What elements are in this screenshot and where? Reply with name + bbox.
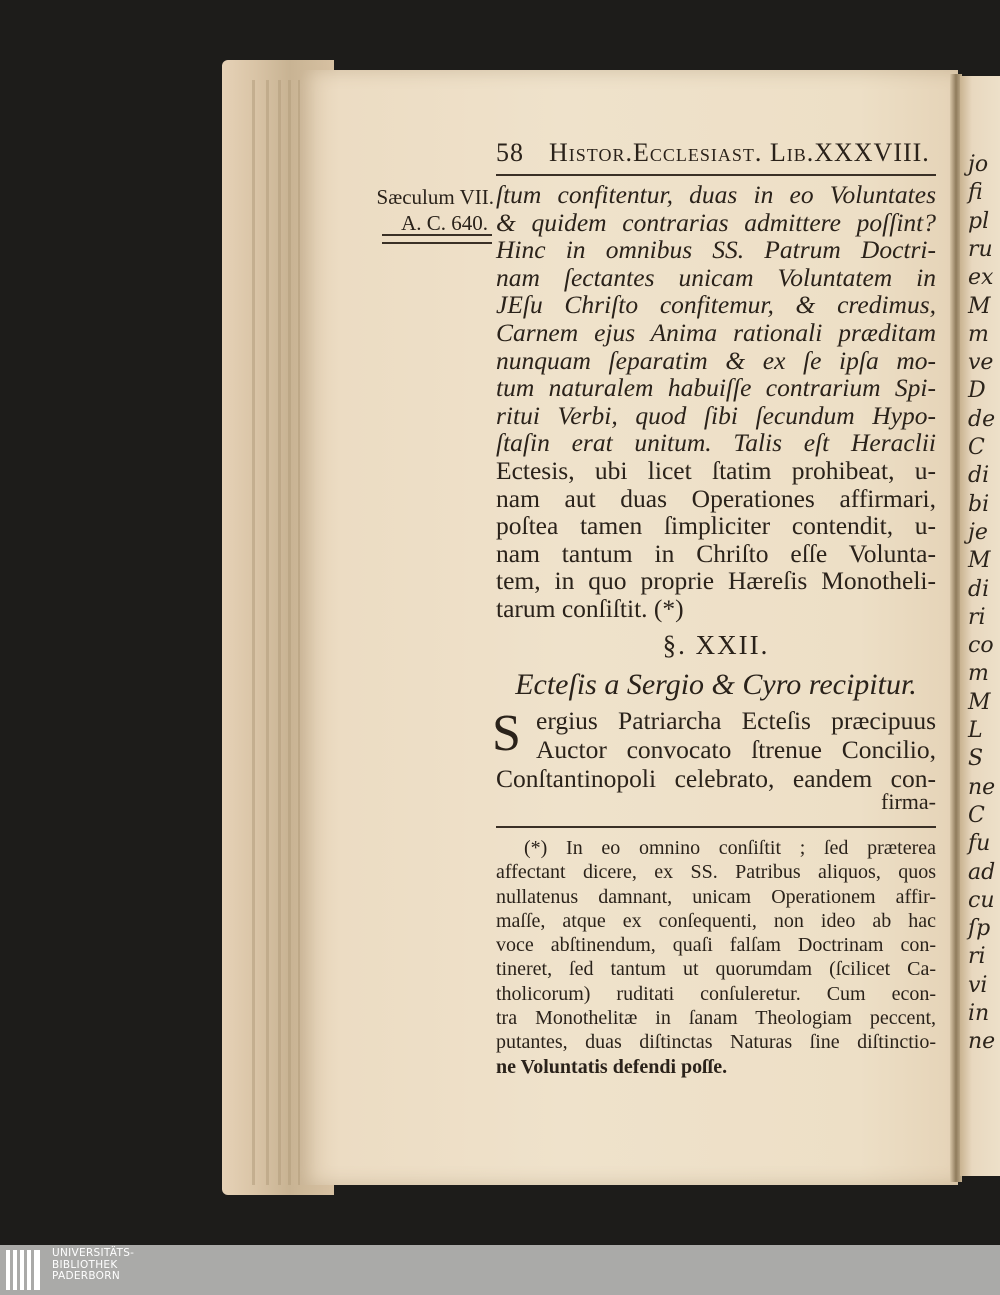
facing-page-fragment: ne xyxy=(968,1029,996,1055)
page-number: 58 xyxy=(496,138,524,167)
text-line: Ectesis, ubi licet ſtatim prohibeat, u- xyxy=(496,455,936,485)
facing-page xyxy=(960,76,1000,1176)
facing-page-fragment: di xyxy=(968,576,990,602)
running-head xyxy=(496,138,936,168)
text-line: nam tantum in Chriſto eſſe Volunta- xyxy=(496,538,936,568)
running-head-rule xyxy=(496,174,936,176)
facing-page-fragment: jo xyxy=(968,152,989,177)
facing-page-fragment: M xyxy=(968,293,991,319)
margin-note xyxy=(368,184,494,236)
facing-page-fragment: M xyxy=(968,548,991,574)
footnote-line: affectant dicere, ex SS. Patribus aliquos, quos xyxy=(496,861,936,884)
footnote-line: voce abſtinendum, quaſi falſam Doctrinam con- xyxy=(496,934,936,957)
text-line: Auctor convocato ſtrenue Concilio, xyxy=(536,735,936,764)
facing-page-fragment: M xyxy=(968,689,991,715)
facing-page-fragment: pl xyxy=(968,208,990,234)
facing-page-fragment: ad xyxy=(968,859,996,885)
text-line: Carnem ejus Anima rationali præditam xyxy=(496,317,936,347)
text-line: poſtea tamen ſimpliciter contendit, u- xyxy=(496,511,936,541)
facing-page-fragment: di xyxy=(968,463,990,489)
footnote xyxy=(496,836,936,1079)
section-number: §. XXII. xyxy=(662,630,770,660)
text-line: tarum conſiſtit. (*) xyxy=(496,593,684,623)
text-line: nam ſectantes unicam Voluntatem in xyxy=(496,262,936,292)
library-logo-text: UNIVERSITÄTS- BIBLIOTHEK PADERBORN xyxy=(52,1247,135,1282)
margin-note-year: A. C. 640. xyxy=(401,211,488,235)
footnote-line: ne Voluntatis defendi poſſe. xyxy=(496,1055,728,1078)
text-line: tem, in quo proprie Hæreſis Monotheli- xyxy=(496,566,936,596)
facing-page-fragment: fu xyxy=(968,831,991,857)
footer-bar xyxy=(0,1245,1000,1295)
text-line: & quidem contrarias admittere poſſint? xyxy=(496,207,936,237)
main-text xyxy=(496,181,936,623)
facing-page-fragment: je xyxy=(968,519,988,545)
library-logo-icon xyxy=(6,1250,46,1290)
facing-page-fragment: cu xyxy=(968,887,995,913)
footnote-line: tineret, ſed tantum ut quorumdam (ſcilicet Ca- xyxy=(496,958,936,981)
facing-page-fragment: S xyxy=(968,746,984,772)
facing-page-fragment: ſp xyxy=(968,916,991,942)
text-line: nam aut duas Operationes affirmari, xyxy=(496,483,936,513)
text-line: tum naturalem habuiſſe contrarium Spi- xyxy=(496,373,936,403)
facing-page-fragment: vi xyxy=(968,972,988,998)
footnote-line: tra Monothelitæ in ſanam Theologiam peccent, xyxy=(496,1007,936,1030)
margin-note-century: Sæculum VII. xyxy=(376,185,494,209)
facing-page-fragment: ru xyxy=(968,236,993,262)
text-line: Conſtantinopoli celebrato, eandem con- xyxy=(496,764,936,793)
text-line: ſtum confitentur, duas in eo Voluntates xyxy=(496,180,936,209)
text-line: ritui Verbi, quod ſibi ſecundum Hypo- xyxy=(496,400,936,430)
facing-page-fragment: ri xyxy=(968,604,986,630)
facing-page-fragment: in xyxy=(968,1001,990,1026)
facing-page-fragment: fi xyxy=(968,180,983,206)
facing-page-fragment: bi xyxy=(968,491,990,517)
footnote-line: putantes, duas diſtinctas Naturas ſine diſtinctio- xyxy=(496,1031,936,1054)
facing-page-fragment: ne xyxy=(968,774,996,800)
facing-page-fragment: m xyxy=(968,321,989,347)
catchword: firma- xyxy=(881,789,936,814)
facing-page-fragment: m xyxy=(968,661,989,687)
facing-page-fragment: C xyxy=(968,435,985,460)
footnote-line: nullatenus damnant, unicam Operationem affir- xyxy=(496,885,936,908)
facing-page-fragment: de xyxy=(968,406,996,432)
text-line: ergius Patriarcha Ecteſis præcipuus xyxy=(536,706,936,735)
paragraph-two xyxy=(496,706,936,793)
footnote-line: (*) In eo omnino conſiſtit ; ſed præterea xyxy=(524,837,936,859)
footnote-line: tholicorum) ruditati conſuleretur. Cum econ- xyxy=(496,982,936,1005)
text-line: Hinc in omnibus SS. Patrum Doctri- xyxy=(496,235,936,265)
section-title: Ecteſis a Sergio & Cyro recipitur. xyxy=(515,668,917,701)
facing-page-fragment: L xyxy=(968,718,983,743)
footnote-line: maſſe, atque ex conſequenti, non ideo ab hac xyxy=(496,909,936,932)
text-line: JEſu Chriſto confitemur, & credimus, xyxy=(496,290,936,320)
facing-page-fragment: D xyxy=(968,378,986,404)
text-line: ſtaſin erat unitum. Talis eſt Heraclii xyxy=(496,428,936,458)
footnote-rule xyxy=(496,826,936,828)
facing-page-fragment: ri xyxy=(968,944,986,970)
facing-page-fragment: ex xyxy=(968,265,994,291)
facing-page-fragment: C xyxy=(968,802,985,828)
drop-cap: S xyxy=(492,705,521,762)
margin-note-rule xyxy=(382,234,492,244)
facing-page-fragment: co xyxy=(968,633,994,659)
facing-page-fragment: ve xyxy=(968,350,994,376)
running-title: Histor.Ecclesiast. Lib.XXXVIII. xyxy=(549,138,930,167)
text-line: nunquam ſeparatim & ex ſe ipſa mo- xyxy=(496,345,936,375)
